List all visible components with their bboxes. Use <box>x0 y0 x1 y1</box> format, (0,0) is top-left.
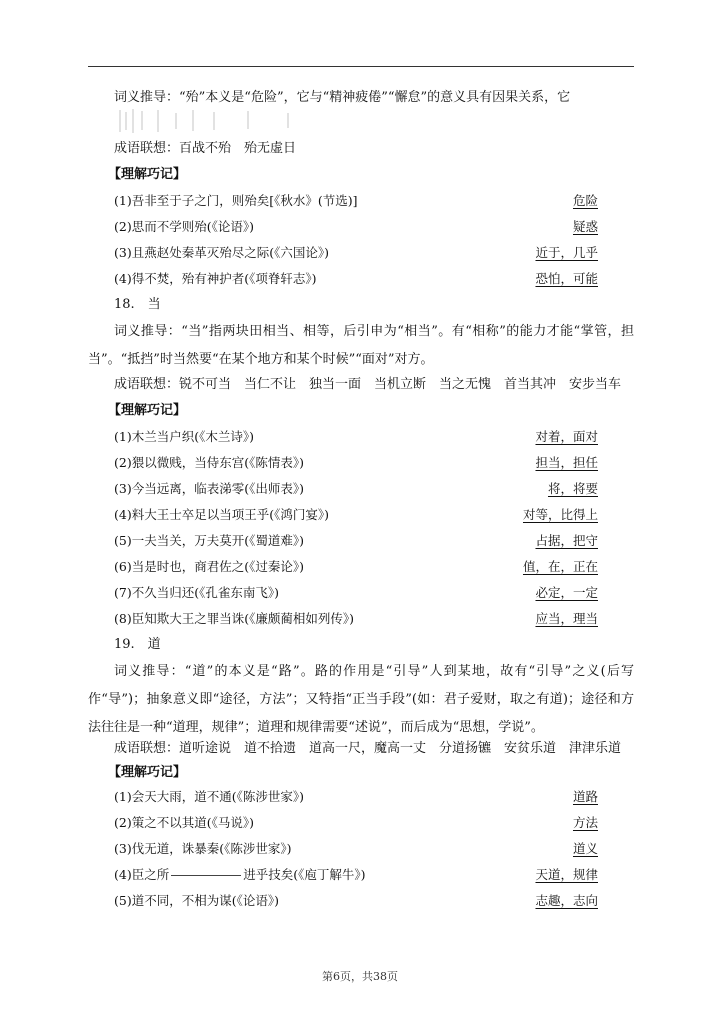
meaning-answer: 值，在，正在 <box>522 559 598 574</box>
example-sentence: (4)料大王士卒足以当项王乎(《鸿门宴》) <box>114 507 329 522</box>
meaning-answer: 恐怕，可能 <box>535 271 598 286</box>
list-item <box>114 888 598 914</box>
header-rule <box>88 66 634 67</box>
example-sentence: (4)得不焚，殆有神护者(《项脊轩志》) <box>114 271 317 286</box>
example-sentence: (5)一夫当关，万夫莫开(《蜀道难》) <box>114 533 304 548</box>
idiom-text-18: 成语联想：锐不可当 当仁不让 独当一面 当机立断 当之无愧 首当其冲 安步当车 <box>114 377 622 392</box>
example-sentence: (7)不久当归还(《孔雀东南飞》) <box>114 585 279 600</box>
idiom-text-17: 成语联想：百战不殆 殆无虚日 <box>114 141 297 156</box>
meaning-answer: 方法 <box>572 815 598 830</box>
section-title-19: 19. 道 <box>114 637 161 652</box>
example-sentence <box>114 862 365 888</box>
meaning-answer: 志趣，志向 <box>535 893 598 908</box>
list-item <box>114 450 598 476</box>
list-item <box>114 424 598 450</box>
example-prefix: (4)臣之所 <box>114 867 170 882</box>
memory-heading-17: 【理解巧记】 <box>108 167 187 182</box>
example-sentence: (8)臣知欺大王之罪当诛(《廉颇蔺相如列传》) <box>114 611 354 626</box>
blank-line <box>171 875 241 876</box>
list-item <box>114 862 598 888</box>
example-sentence: (5)道不同，不相为谋(《论语》) <box>114 893 279 908</box>
example-sentence: (2)策之不以其道(《马说》) <box>114 815 254 830</box>
example-suffix: 进乎技矣(《庖丁解牛》) <box>243 867 366 882</box>
meaning-answer: 疑惑 <box>572 219 598 234</box>
meaning-answer: 道义 <box>572 841 598 856</box>
meaning-answer: 道路 <box>572 789 598 804</box>
example-sentence: (2)思而不学则殆(《论语》) <box>114 219 254 234</box>
example-sentence: (3)伐无道，诛暴秦(《陈涉世家》) <box>114 841 292 856</box>
page-number: 第6页，共38页 <box>322 970 398 983</box>
example-sentence: (6)当是时也，商君佐之(《过秦论》) <box>114 559 304 574</box>
list-item <box>114 502 598 528</box>
meaning-answer: 应当，理当 <box>535 611 598 626</box>
derive-text-19: 词义推导：“道”的本义是“路”。路的作用是“引导”人到某地，故有“引导”之义(后写作“导”)；抽象意义即“途径，方法”；又特指“正当手段”(如：君子爱财，取之有道)；途径和方法往往是一种“道理，规律”；道理和规律需要“述说”，而后成为“思想，学说”。 <box>88 664 634 735</box>
memory-heading-18: 【理解巧记】 <box>108 403 187 418</box>
meaning-answer: 对着，面对 <box>535 429 598 444</box>
list-item <box>114 606 598 632</box>
example-sentence: (1)吾非至于子之门，则殆矣[《秋水》(节选)] <box>114 193 358 208</box>
derive-text-17: 词义推导：“殆”本义是“危险”，它与“精神疲倦”“懈怠”的意义具有因果关系，它 <box>114 90 571 105</box>
meaning-answer: 占据，把守 <box>535 533 598 548</box>
meaning-answer: 近于，几乎 <box>535 245 598 260</box>
example-sentence: (1)会天大雨，道不通(《陈涉世家》) <box>114 789 304 804</box>
list-item <box>114 784 598 810</box>
example-sentence: (1)木兰当户织(《木兰诗》) <box>114 429 254 444</box>
list-item <box>114 188 598 214</box>
example-sentence: (3)且燕赵处秦革灭殆尽之际(《六国论》) <box>114 245 329 260</box>
list-item <box>114 528 598 554</box>
memory-heading-19: 【理解巧记】 <box>108 765 187 780</box>
list-item <box>114 810 598 836</box>
meaning-answer: 危险 <box>572 193 598 208</box>
example-sentence: (3)今当远离，临表涕零(《出师表》) <box>114 481 304 496</box>
meaning-answer: 对等，比得上 <box>522 507 598 522</box>
meaning-answer: 天道，规律 <box>535 867 598 882</box>
meaning-answer: 担当，担任 <box>535 455 598 470</box>
list-item <box>114 580 598 606</box>
list-item <box>114 554 598 580</box>
scan-artifact <box>118 108 358 134</box>
meaning-answer: 必定，一定 <box>535 585 598 600</box>
idiom-text-19: 成语联想：道听途说 道不拾遗 道高一尺，魔高一丈 分道扬镳 安贫乐道 津津乐道 <box>114 741 622 756</box>
meaning-answer: 将，将要 <box>547 481 598 496</box>
list-item <box>114 214 598 240</box>
list-item <box>114 476 598 502</box>
section-title-18: 18. 当 <box>114 297 161 312</box>
list-item <box>114 240 598 266</box>
list-item <box>114 836 598 862</box>
list-item <box>114 266 598 292</box>
example-sentence: (2)猥以微贱，当侍东宫(《陈情表》) <box>114 455 304 470</box>
derive-text-18: 词义推导：“当”指两块田相当、相等，后引申为“相当”。有“相称”的能力才能“掌管，担当”。“抵挡”时当然要“在某个地方和某个时候”“面对”对方。 <box>88 324 634 367</box>
